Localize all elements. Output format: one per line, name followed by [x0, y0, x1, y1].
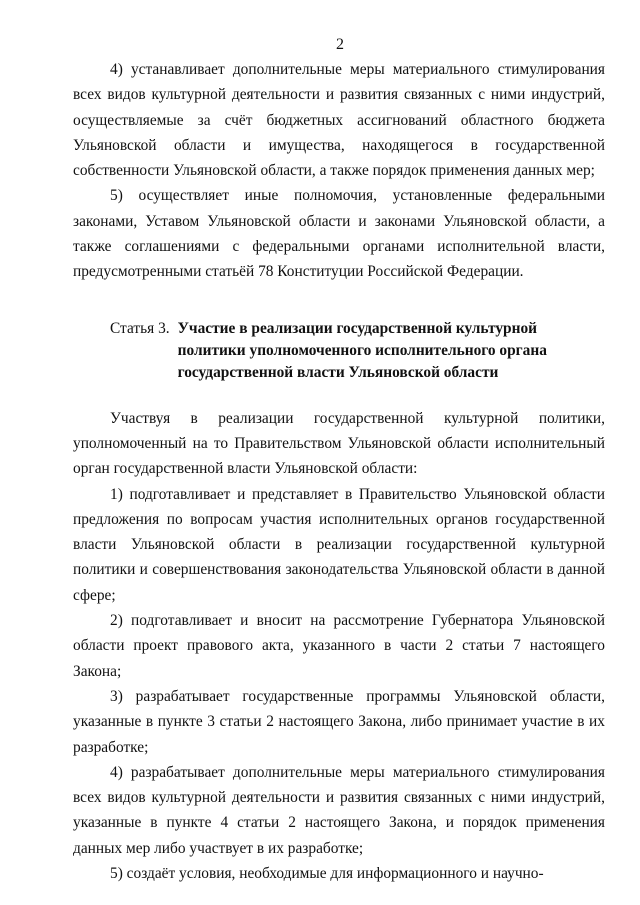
article-title: Участие в реализации государственной культурной политики уполномоченного исполнительного органа государственной власти Ульяновской области	[177, 319, 547, 381]
paragraph-item-5b: 5) создаёт условия, необходимые для информационного и научно-	[110, 865, 544, 883]
paragraph-item-1: 1) подготавливает и представляет в Правительство Ульяновской области предложения по вопросам участия исполнительных органов государственной власти Ульяновской области в реализации государственной культурной политики и совершенствования законодательства Ульяновской области в данной сфере;	[73, 485, 605, 604]
paragraph-item-4: 4) устанавливает дополнительные меры материального стимулирования всех видов культурной деятельности и развития связанных с ними индустрий, осуществляемые за счёт бюджетных ассигнований областного бюджета Ульяновской области и имущества, находящегося в государственной собственности Ульяновской области, а также порядок применения данных мер;	[73, 61, 605, 180]
article-number: Статья 3.	[110, 319, 170, 337]
paragraph-item-2: 2) подготавливает и вносит на рассмотрение Губернатора Ульяновской области проект правового акта, указанного в части 2 статьи 7 настоящего Закона;	[73, 612, 605, 680]
paragraph-item-4b: 4) разрабатывает дополнительные меры материального стимулирования всех видов культурной деятельности и развития связанных с ними индустрий, указанные в пункте 4 статьи 2 настоящего Закона, и порядок применения данных мер либо участвует в их разработке;	[73, 763, 605, 857]
document-body	[73, 57, 605, 886]
paragraph-intro: Участвуя в реализации государственной культурной политики, уполномоченный на то Правительством Ульяновской области исполнительный орган государственной власти Ульяновской области:	[73, 409, 605, 478]
spacer	[73, 285, 605, 318]
paragraph-item-3: 3) разрабатывает государственные программы Ульяновской области, указанные в пункте 3 статьи 2 настоящего Закона, либо принимает участие в их разработке;	[73, 687, 605, 756]
paragraph-item-5: 5) осуществляет иные полномочия, установленные федеральными законами, Уставом Ульяновской области и законами Ульяновской области, а также соглашениями с федеральными органами исполнительной власти, предусмотренными статьёй 78 Конституции Российской Федерации.	[73, 187, 605, 281]
spacer	[73, 384, 605, 406]
article-heading	[110, 318, 605, 384]
page-number: 2	[336, 36, 344, 53]
